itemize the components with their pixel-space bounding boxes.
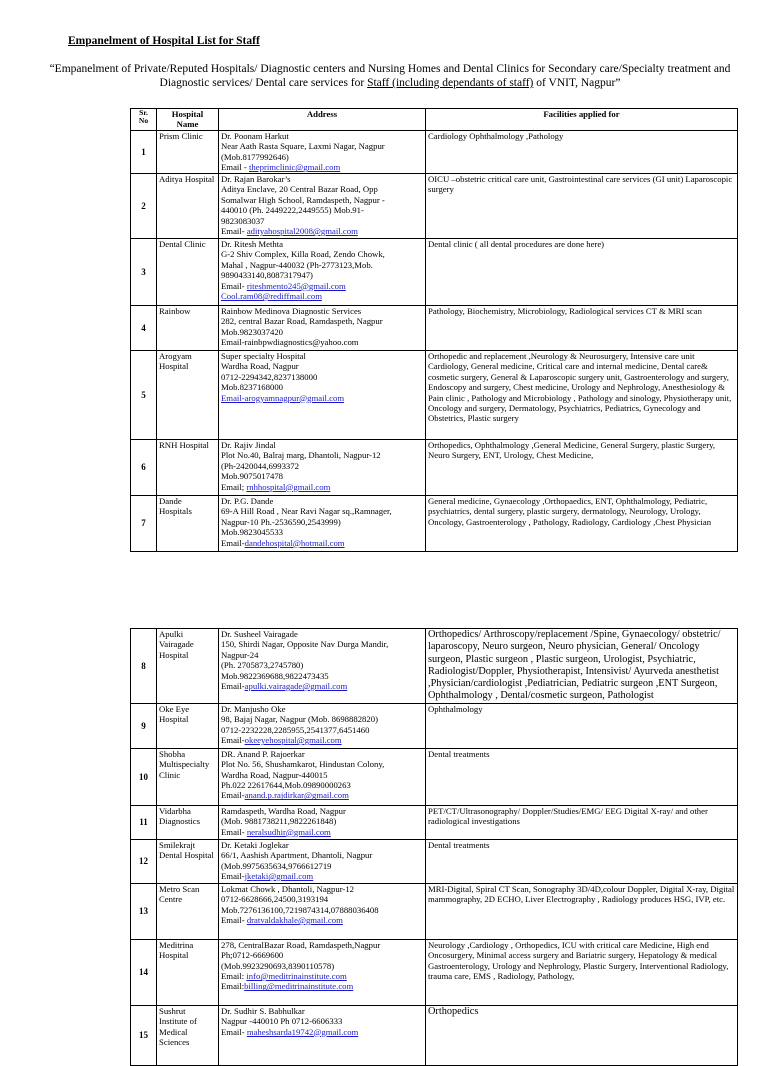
address-cell: [219, 883, 426, 939]
address-cell: [219, 629, 426, 704]
address-cell: [219, 174, 426, 239]
email-link[interactable]: maheshsarda19742@gmail.com: [246, 1026, 359, 1037]
address-cell: [219, 703, 426, 748]
hospital-name-cell: Shobha Multispecialty Clinic: [157, 748, 219, 805]
email-link[interactable]: dandehospital@hotmail.com: [244, 537, 345, 548]
address-line: Dr. Ketaki Joglekar: [221, 839, 289, 850]
email-line: [221, 162, 423, 172]
address-line: (Mob.9923290693,8390110578): [221, 960, 335, 971]
facilities-cell: Dental treatments: [426, 748, 738, 805]
email-line: [221, 1027, 423, 1037]
hospital-name-cell: Rainbow: [157, 306, 219, 351]
hospital-name-cell: RNH Hospital: [157, 440, 219, 496]
hospital-name-cell: Dande Hospitals: [157, 496, 219, 552]
header-address: Address: [219, 109, 426, 131]
sr-no-cell: 2: [131, 174, 157, 239]
table-row: [131, 805, 738, 839]
email-label: Email-: [221, 826, 247, 837]
address-line: Ph;0712-6669600: [221, 950, 284, 961]
sr-no-cell: 1: [131, 131, 157, 174]
address-cell: [219, 351, 426, 440]
address-line: 0712-2232228,2285955,2541377,6451460: [221, 724, 370, 735]
facilities-cell: Orthopedic and replacement ,Neurology & Neurosurgery, Intensive care unit Cardiology, General medicine, Critical care and internal medicine, Dental care& cosmetic surgery, General & Laparoscopic surgery unit, Gastroenterology and surgery, Endoscopy and surgery, Chest medicine, Urology and Nephrology, Anesthesiology & Pain clinic , Pathology and Microbiology , Pathology and sinology, Physiotherapy unit, Oncology and surgery, Dermatology, Psychiatrics, Pediatrics, Gynecology and Obstetrics, Plastic surgery: [426, 351, 738, 440]
email-line: [221, 291, 423, 301]
table-row: [131, 748, 738, 805]
address-line: Email-rainbpwdiagnostics@yahoo.com: [221, 337, 359, 348]
address-line: Plot No. 56, Shushamkarot, Hindustan Colony,: [221, 759, 385, 770]
email-line: [221, 281, 423, 291]
sr-no-cell: 3: [131, 239, 157, 306]
email-line: [221, 827, 423, 837]
sr-no-cell: 15: [131, 1005, 157, 1065]
address-line: (Mob. 9881738211,9822261848): [221, 816, 337, 827]
facilities-cell: Neurology ,Cardiology , Orthopedics, ICU with critical care Medicine, High end Oncosurgery, Minimal access surgery and Bariatric surgery, Hepatology & medical Gastroenterology, Urology and Nephrology, Plastic Surgery, Interventional Radiology, trauma care, EMS , Radiology, Pathology,: [426, 939, 738, 1005]
facilities-cell: MRI-Digital, Spiral CT Scan, Sonography 3D/4D,colour Doppler, Digital X-ray, Digital mammography, 2D ECHO, Liver Electrography , Radiology produces HSG, IVP, etc.: [426, 883, 738, 939]
address-line: Nagpur-10 Ph.-2536590,2543999): [221, 516, 341, 527]
email-line: [221, 971, 423, 981]
address-line: 278, CentralBazar Road, Ramdaspeth,Nagpur: [221, 939, 381, 950]
hospital-name-cell: Dental Clinic: [157, 239, 219, 306]
address-cell: [219, 1005, 426, 1065]
address-line: Dr. Manjusho Oke: [221, 703, 286, 714]
email-link[interactable]: adityahospital2008@gmail.com: [246, 226, 358, 237]
email-line: [221, 790, 423, 800]
address-line: Mob.8237168000: [221, 382, 284, 393]
email-line: [221, 735, 423, 745]
table-row: [131, 629, 738, 704]
address-line: G-2 Shiv Complex, Killa Road, Zendo Chowk,: [221, 249, 385, 260]
facilities-cell: OICU –obstetric critical care unit, Gastrointestinal care services (GI unit) Laparoscopic surgery: [426, 174, 738, 239]
email-link[interactable]: riteshmento245@gmail.com: [246, 280, 346, 291]
sr-no-cell: 7: [131, 496, 157, 552]
facilities-cell: Cardiology Ophthalmology ,Pathology: [426, 131, 738, 174]
address-line: 69-A Hill Road , Near Ravi Nagar sq.,Ramnager,: [221, 506, 392, 517]
sr-no-cell: 13: [131, 883, 157, 939]
table-row: [131, 1005, 738, 1065]
email-link[interactable]: apulki.vairagade@gmail.com: [244, 681, 348, 692]
email-label: Email:: [221, 981, 245, 992]
address-line: Mob.9822369688,9822473435: [221, 670, 329, 681]
address-cell: [219, 131, 426, 174]
facilities-cell: Orthopedics: [426, 1005, 738, 1065]
sr-no-cell: 12: [131, 839, 157, 883]
address-line: 9890433140,8087317947): [221, 270, 313, 281]
email-label: Email-: [221, 537, 245, 548]
address-line: Dr. Sudhir S. Babhulkar: [221, 1005, 305, 1016]
intro-paragraph: [40, 62, 740, 90]
table-row: [131, 703, 738, 748]
address-line: Aditya Enclave, 20 Central Bazar Road, Opp: [221, 184, 378, 195]
facilities-cell: General medicine, Gynaecology ,Orthopaedics, ENT, Ophthalmology, Pediatric, psychiatrics, dental surgery, plastic surgery, dermatology, Neurology, Urology, Oncology, Gastroenterology , Pathology, Radiology, Cardiology ,Chest Physician: [426, 496, 738, 552]
email-label: Email-: [221, 681, 245, 692]
address-line: Dr. P.G. Dande: [221, 496, 274, 506]
address-line: (Mob.8177992646): [221, 151, 289, 162]
email-label: Email-: [221, 226, 247, 237]
hospital-table-page1: [130, 108, 738, 552]
table-row: [131, 351, 738, 440]
email-link[interactable]: info@meditrinainstitute.com: [246, 971, 347, 981]
email-link[interactable]: Email-arogyamnagpur@gmail.com: [221, 392, 345, 403]
facilities-cell: Dental clinic ( all dental procedures are done here): [426, 239, 738, 306]
intro-text-part2: of VNIT, Nagpur”: [533, 77, 621, 89]
table-row: [131, 174, 738, 239]
email-line: [221, 915, 423, 925]
table-row: [131, 939, 738, 1005]
address-line: Somalwar High School, Ramdaspeth, Nagpur -: [221, 194, 385, 205]
address-cell: [219, 939, 426, 1005]
sr-no-cell: 9: [131, 703, 157, 748]
address-cell: [219, 440, 426, 496]
header-hospital-name: Hospital Name: [157, 109, 219, 131]
address-line: Nagpur-24: [221, 649, 259, 660]
intro-text-underlined: Staff (including dependants of staff): [367, 77, 534, 89]
address-line: Mob.9075017478: [221, 471, 284, 482]
facilities-cell: Dental treatments: [426, 839, 738, 883]
hospital-table-page2: [130, 628, 738, 1066]
address-cell: [219, 839, 426, 883]
address-line: 66/1, Aashish Apartment, Dhantoli, Nagpur: [221, 850, 373, 861]
sr-no-cell: 10: [131, 748, 157, 805]
hospital-name-cell: Vidarbha Diagnostics: [157, 805, 219, 839]
email-label: Email-: [221, 735, 245, 745]
email-line: [221, 226, 423, 236]
email-label: Email-: [221, 871, 245, 881]
email-label: Email-: [221, 790, 245, 801]
facilities-cell: Orthopedics/ Arthroscopy/replacement /Spine, Gynaecology/ obstetric/ laparoscopy, Neuro surgeon, Neuro physician, General/ Oncology surgeon, Plastic surgeon , Plastic surgeon, Urologist, Psychiatric, Radiologist/Doppler, Physiotherapist, Intensivist/ Ayurveda anesthetist ,Physician/cardiologist ,Pediatrician, Pediatric surgeon ,ENT Surgeon, Ophthalmology , Dental/cosmetic surgeon, Pathologist: [426, 629, 738, 704]
email-link[interactable]: theprimclinic@gmail.com: [248, 162, 341, 173]
address-line: Dr. Rajan Barokar’s: [221, 174, 291, 184]
address-line: 9823083037: [221, 215, 265, 226]
address-line: Rainbow Medinova Diagnostic Services: [221, 306, 362, 316]
sr-no-cell: 11: [131, 805, 157, 839]
email-link[interactable]: jketaki@gmail.com: [244, 871, 314, 881]
address-line: 0712-6628666,24500,3193194: [221, 894, 329, 905]
table-row: [131, 440, 738, 496]
address-line: Dr. Susheel Vairagade: [221, 629, 298, 639]
email-link[interactable]: rnhhospital@gmail.com: [246, 481, 331, 492]
address-cell: [219, 239, 426, 306]
email-line: [221, 393, 423, 403]
address-line: DR. Anand P. Rajoerkar: [221, 748, 305, 759]
facilities-cell: Pathology, Biochemistry, Microbiology, Radiological services CT & MRI scan: [426, 306, 738, 351]
hospital-name-cell: Oke Eye Hospital: [157, 703, 219, 748]
table-row: [131, 306, 738, 351]
email-label: Email;: [221, 481, 247, 492]
header-sr-no: Sr. No: [131, 109, 157, 131]
address-line: 150, Shirdi Nagar, Opposite Nav Durga Mandir,: [221, 639, 389, 650]
table-row: [131, 131, 738, 174]
address-line: Nagpur -440010 Ph 0712-6606333: [221, 1016, 343, 1027]
email-line: [221, 538, 423, 548]
document-title: Empanelment of Hospital List for Staff: [68, 35, 260, 47]
sr-no-cell: 8: [131, 629, 157, 704]
email-label: Email -: [221, 162, 249, 173]
email-label: Email-: [221, 280, 247, 291]
table-row: [131, 239, 738, 306]
hospital-name-cell: Metro Scan Centre: [157, 883, 219, 939]
facilities-cell: PET/CT/Ultrasonography/ Doppler/Studies/EMG/ EEG Digital X-ray/ and other radiological investigations: [426, 805, 738, 839]
table-row: [131, 883, 738, 939]
email-link[interactable]: anand.p.rajdirkar@gmail.com: [244, 790, 349, 801]
address-line: 440010 (Ph. 2449222,2449555) Mob.91-: [221, 205, 364, 216]
address-line: Mob.9823037420: [221, 326, 284, 337]
email-line: [221, 871, 423, 881]
sr-no-cell: 5: [131, 351, 157, 440]
address-line: Dr. Ritesh Methta: [221, 239, 284, 249]
address-line: Mahal , Nagpur-440032 (Ph-2773123,Mob.: [221, 259, 373, 270]
email-label: Email-: [221, 1026, 247, 1037]
hospital-name-cell: Arogyam Hospital: [157, 351, 219, 440]
email-label: Email-: [221, 915, 247, 925]
email-link[interactable]: billing@meditrinainstitute.com: [244, 981, 354, 992]
address-line: Ramdaspeth, Wardha Road, Nagpur: [221, 805, 346, 816]
address-line: (Ph. 2705873,2745780): [221, 660, 304, 671]
email-label: Email:: [221, 971, 247, 981]
intro-text-part1: “Empanelment of Private/Reputed Hospitals/ Diagnostic centers and Nursing Homes and Dental Clinics for Secondary care/Specialty treatment and Diagnostic services/ Dental care services for: [49, 63, 731, 89]
email-line: [221, 981, 423, 991]
address-line: Wardha Road, Nagpur: [221, 361, 299, 372]
address-cell: [219, 306, 426, 351]
header-facilities: Facilities applied for: [426, 109, 738, 131]
table-row: [131, 496, 738, 552]
email-link[interactable]: Cool.ram08@rediffmail.com: [221, 291, 322, 302]
table-row: [131, 839, 738, 883]
address-cell: [219, 748, 426, 805]
hospital-name-cell: Meditrina Hospital: [157, 939, 219, 1005]
email-link[interactable]: neralsudhir@gmail.com: [246, 826, 331, 837]
address-line: Wardha Road, Nagpur-440015: [221, 769, 328, 780]
address-cell: [219, 805, 426, 839]
address-line: Near Aath Rasta Square, Laxmi Nagar, Nagpur: [221, 141, 385, 152]
address-line: 0712-2294342,8237138000: [221, 371, 318, 382]
address-line: (Mob.9975635634,9766612719: [221, 860, 332, 871]
email-link[interactable]: okeeyehospital@gmail.com: [244, 735, 342, 745]
address-line: Plot No.40, Balraj marg, Dhantoli, Nagpur-12: [221, 450, 381, 461]
address-line: Ph.022 22617644,Mob.09890000263: [221, 780, 351, 790]
sr-no-cell: 14: [131, 939, 157, 1005]
address-line: Dr. Rajiv Jindal: [221, 440, 276, 450]
facilities-cell: Orthopedics, Ophthalmology ,General Medicine, General Surgery, plastic Surgery, Neuro Surgery, ENT, Urology, Chest Medicine,: [426, 440, 738, 496]
address-line: Dr. Poonam Harkut: [221, 131, 289, 141]
email-line: [221, 482, 423, 492]
address-line: Super specialty Hospital: [221, 351, 306, 361]
sr-no-cell: 4: [131, 306, 157, 351]
address-line: Mob.7276136100,7219874314,07888036408: [221, 904, 379, 915]
facilities-cell: Ophthalmology: [426, 703, 738, 748]
email-line: [221, 681, 423, 691]
hospital-name-cell: Aditya Hospital: [157, 174, 219, 239]
hospital-name-cell: Smilekrajt Dental Hospital: [157, 839, 219, 883]
hospital-name-cell: Sushrut Institute of Medical Sciences: [157, 1005, 219, 1065]
email-link[interactable]: dratvaldakhale@gmail.com: [246, 915, 343, 925]
address-line: 98, Bajaj Nagar, Nagpur (Mob. 8698882820): [221, 714, 378, 725]
address-line: Mob.9823045533: [221, 527, 284, 538]
hospital-name-cell: Apulki Vairagade Hospital: [157, 629, 219, 704]
hospital-name-cell: Prism Clinic: [157, 131, 219, 174]
sr-no-cell: 6: [131, 440, 157, 496]
address-cell: [219, 496, 426, 552]
address-line: Lokmat Chowk , Dhantoli, Nagpur-12: [221, 883, 355, 894]
address-line: (Ph-2420044,6993372: [221, 460, 299, 471]
address-line: 282, central Bazar Road, Ramdaspeth, Nagpur: [221, 316, 383, 327]
